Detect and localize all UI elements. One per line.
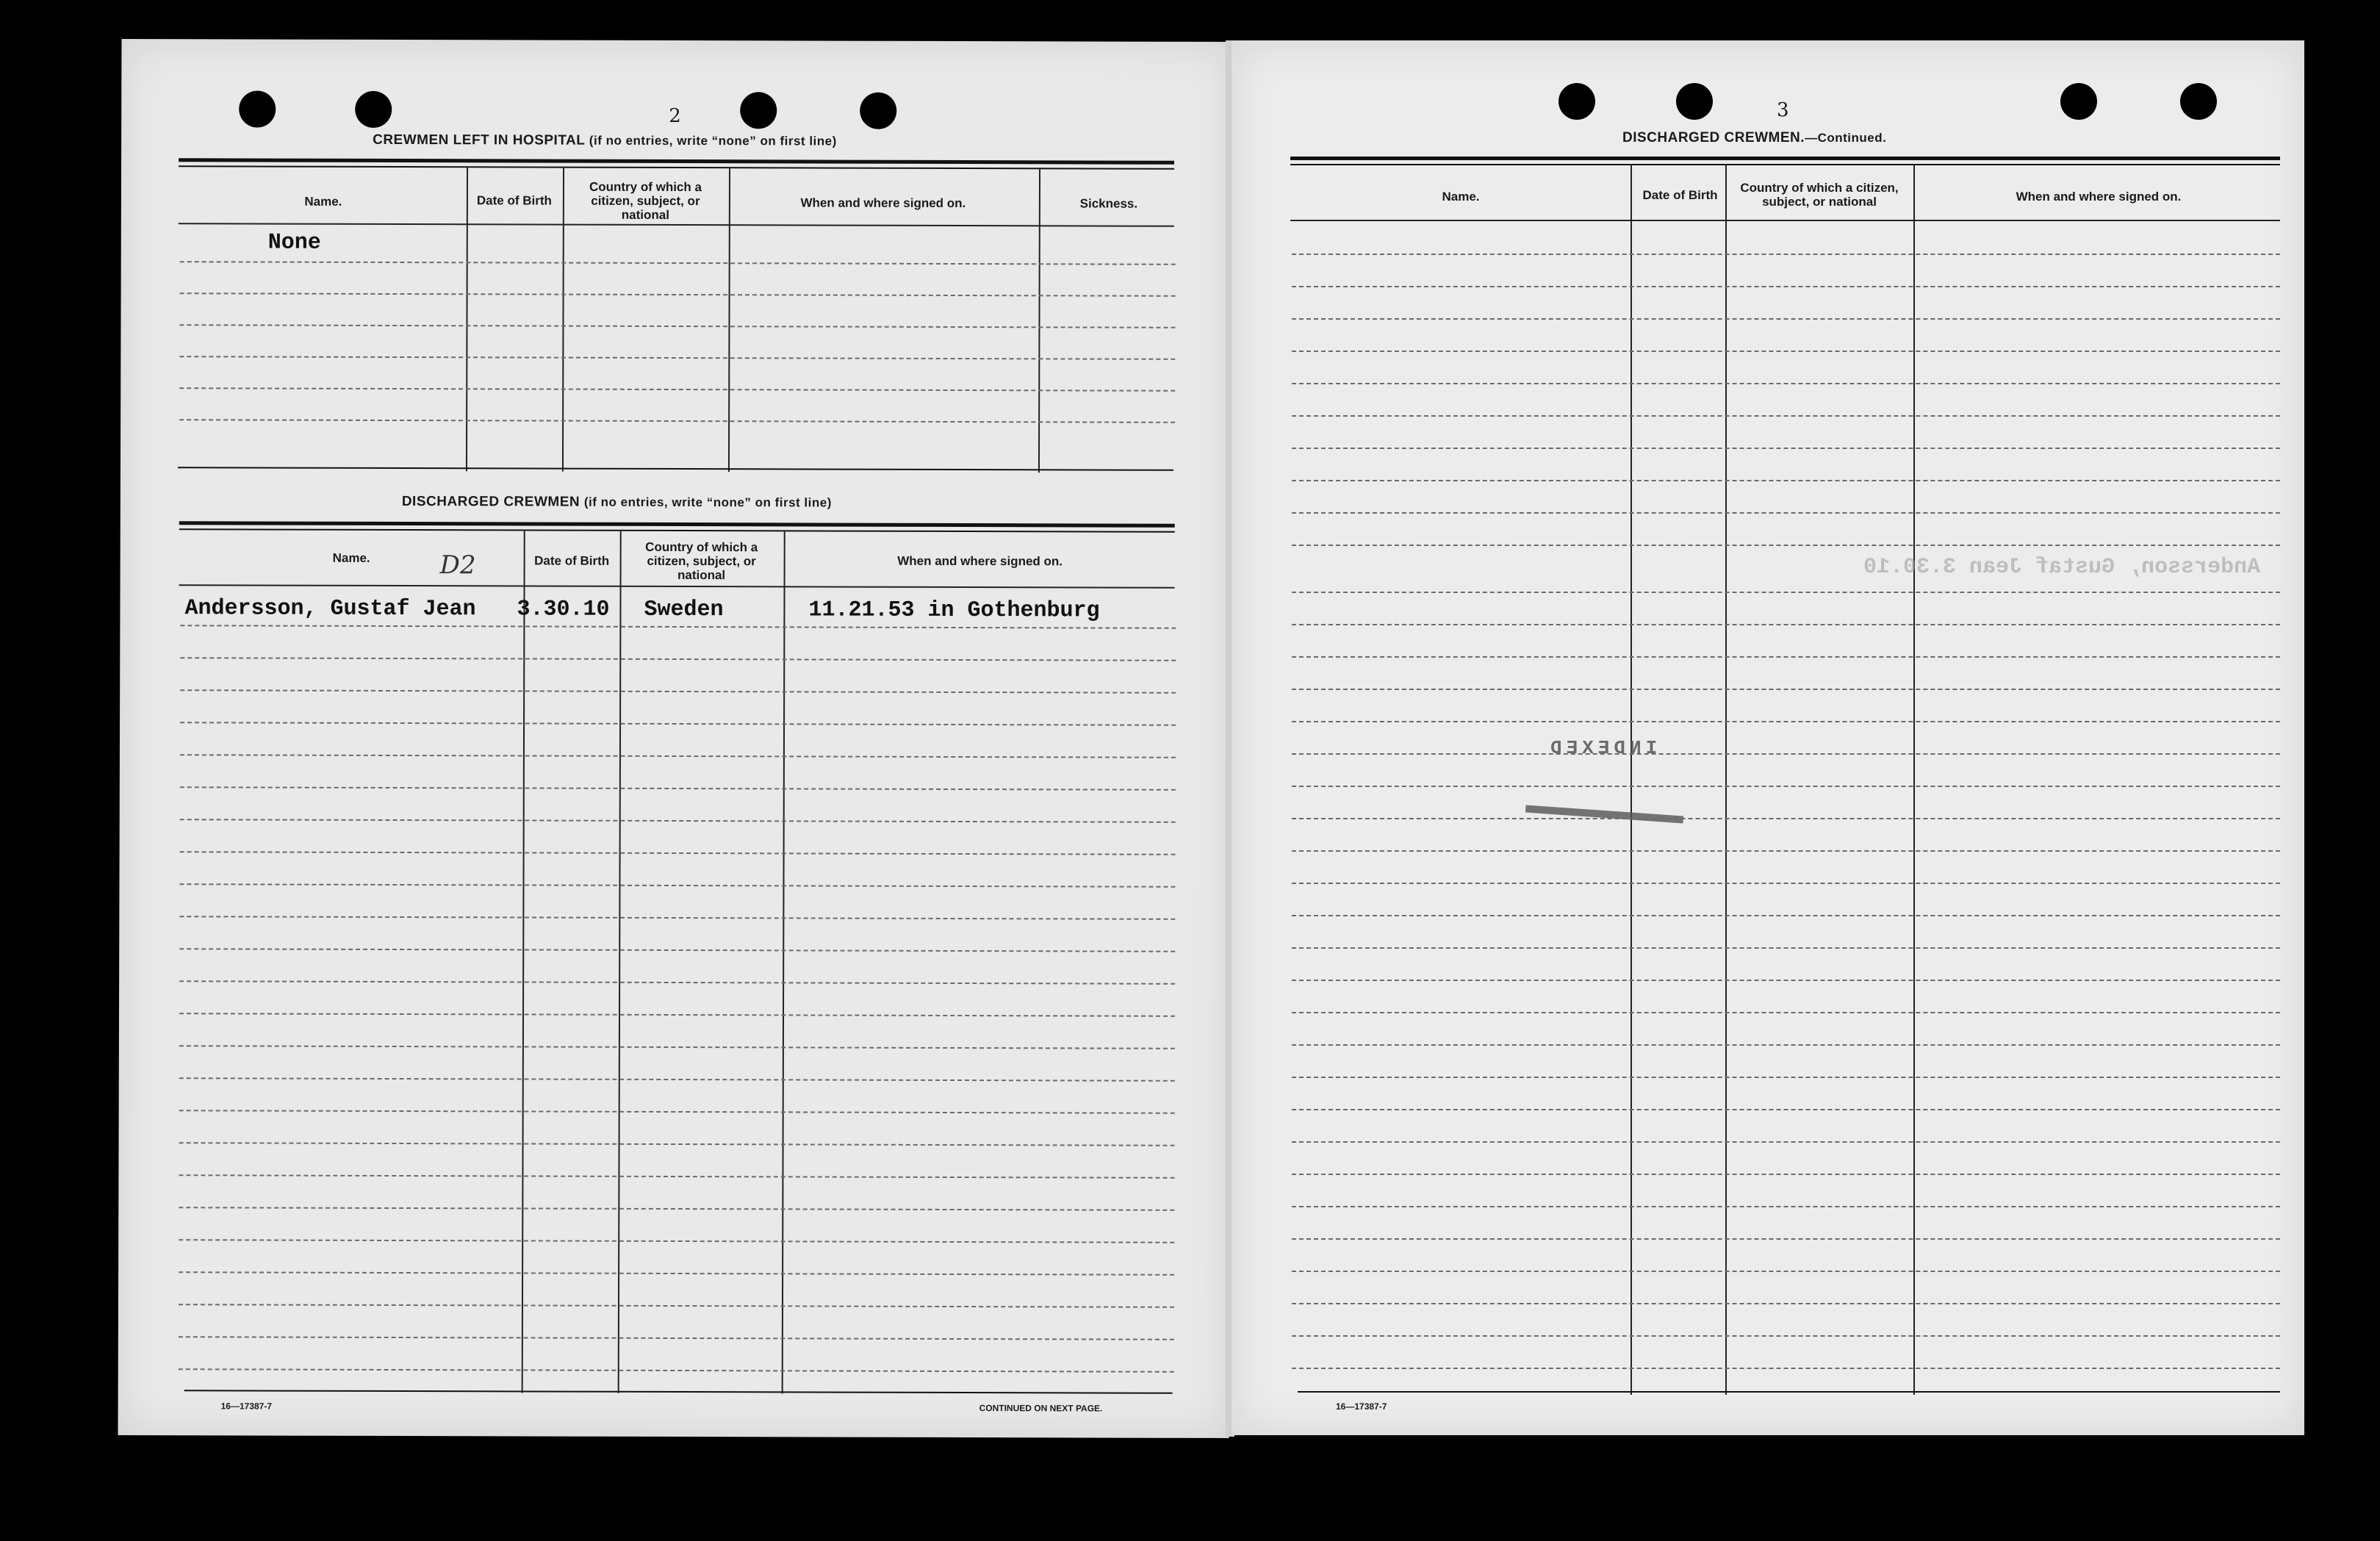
discharged-top-rule (179, 521, 1175, 528)
dotted-row (179, 1077, 1175, 1082)
right-header-rule (1290, 220, 2280, 221)
punch-hole (1676, 83, 1713, 120)
page-number: 2 (669, 104, 681, 128)
dotted-row (1292, 1141, 2280, 1143)
dotted-row (1292, 947, 2280, 949)
stamp-smear (1525, 805, 1683, 824)
dotted-row (1292, 915, 2280, 916)
margin-note: D2 (439, 550, 476, 581)
dotted-row (1292, 1335, 2280, 1337)
dotted-row (1292, 512, 2280, 514)
col-divider (1725, 164, 1727, 1395)
col-head-dob: Date of Birth (476, 193, 552, 208)
indexed-stamp: INDEXED (1546, 737, 1658, 759)
dotted-row (179, 1013, 1175, 1017)
dotted-row (1292, 818, 2280, 819)
right-page (1232, 40, 2304, 1435)
dotted-row (1292, 1206, 2280, 1207)
dotted-row (1292, 1303, 2280, 1304)
top-rule (179, 158, 1174, 165)
dotted-row (180, 657, 1176, 661)
col-head-signed: When and where signed on. (800, 195, 966, 210)
col-head-dob: Date of Birth (534, 553, 610, 568)
col-divider (1631, 164, 1632, 1395)
dotted-row (1292, 1368, 2280, 1369)
dotted-row (1292, 318, 2280, 320)
hospital-title-text: CREWMEN LEFT IN HOSPITAL (373, 132, 586, 148)
dotted-row (1292, 592, 2280, 593)
dotted-row (180, 689, 1176, 694)
page-number: 3 (1777, 99, 1789, 121)
dotted-row (180, 786, 1176, 791)
discharged-dotted-rows (121, 39, 1232, 42)
right-top-rule (1290, 157, 2280, 160)
dotted-row (1292, 850, 2280, 852)
dotted-row (179, 1142, 1175, 1146)
dotted-row (179, 1368, 1174, 1373)
col-divider (1038, 168, 1040, 473)
bleed-through-text: Andersson, Gustaf Jean 3.30.10 (1863, 555, 2261, 580)
col-head-name: Name. (304, 194, 342, 209)
col-divider (728, 167, 730, 472)
dotted-row (179, 1110, 1175, 1114)
continued-note: CONTINUED ON NEXT PAGE. (979, 1403, 1103, 1414)
dotted-row (1292, 545, 2280, 546)
punch-hole (239, 90, 276, 127)
col-head-dob: Date of Birth (1642, 187, 1718, 202)
punch-hole (2060, 83, 2097, 120)
dotted-row (1292, 753, 2280, 755)
dotted-row (179, 980, 1175, 985)
dotted-row (1292, 1012, 2280, 1013)
dotted-row (180, 851, 1176, 855)
right-section-title (1622, 130, 1886, 146)
dotted-row (179, 356, 1175, 360)
col-head-name: Name. (332, 550, 370, 565)
right-title-text: DISCHARGED CREWMEN. (1622, 130, 1805, 146)
dotted-row (1292, 383, 2280, 384)
col-head-signed: When and where signed on. (897, 553, 1063, 568)
crewman-name: Andersson, Gustaf Jean (184, 596, 476, 622)
hospital-bottom-rule (178, 467, 1173, 471)
col-divider (466, 166, 468, 471)
punch-hole (2180, 83, 2217, 120)
dotted-row (1292, 721, 2280, 722)
punch-hole (740, 92, 777, 129)
hospital-dotted-rows (121, 39, 1232, 42)
discharged-title-note: (if no entries, write “none” on first line) (583, 495, 832, 510)
dotted-row (1292, 415, 2280, 417)
crewman-dob: 3.30.10 (517, 597, 610, 622)
dotted-row (1292, 689, 2280, 690)
dotted-row (179, 916, 1175, 920)
dotted-row (1292, 286, 2280, 287)
dotted-row (180, 754, 1176, 758)
dotted-row (179, 883, 1175, 888)
discharged-bottom-rule (184, 1390, 1173, 1394)
hospital-title-note: (if no entries, write “none” on first line) (589, 133, 837, 148)
dotted-row (1292, 883, 2280, 884)
dotted-row (1292, 980, 2280, 981)
col-divider (562, 167, 564, 472)
dotted-row (180, 261, 1176, 265)
right-title-suffix: —Continued. (1805, 131, 1887, 145)
dotted-row (1292, 1109, 2280, 1110)
dotted-row (1292, 656, 2280, 658)
crewman-signed: 11.21.53 in Gothenburg (808, 597, 1100, 624)
dotted-row (179, 419, 1175, 423)
dotted-row (1292, 480, 2280, 481)
dotted-row (1292, 351, 2280, 352)
hospital-section-title (373, 132, 837, 150)
crewman-country: Sweden (644, 597, 724, 623)
top-rule-thin (179, 165, 1174, 170)
dotted-row (1292, 1044, 2280, 1046)
dotted-row (179, 1304, 1174, 1308)
col-divider (1913, 164, 1915, 1395)
dotted-row (179, 1271, 1174, 1276)
dotted-row (1292, 448, 2280, 449)
form-number: 16—17387-7 (1336, 1401, 1387, 1412)
right-bottom-rule (1298, 1391, 2280, 1393)
discharged-section-title (402, 494, 832, 511)
dotted-row (1292, 1271, 2280, 1272)
dotted-row (1292, 1077, 2280, 1078)
dotted-row (180, 625, 1176, 629)
dotted-row (180, 722, 1176, 726)
dotted-row (1292, 786, 2280, 787)
dotted-row (179, 1207, 1174, 1211)
punch-hole (1558, 83, 1595, 120)
dotted-row (180, 292, 1176, 297)
dotted-row (180, 819, 1176, 823)
dotted-row (179, 324, 1175, 328)
dotted-row (179, 1174, 1174, 1179)
dotted-row (179, 948, 1175, 952)
dotted-row (1292, 1238, 2280, 1240)
dotted-row (1292, 254, 2280, 255)
punch-hole (860, 93, 896, 129)
hospital-first-entry: None (267, 230, 321, 256)
col-head-country: Country of which a citizen, subject, or national (645, 539, 758, 582)
punch-hole (355, 91, 392, 128)
dotted-row (179, 387, 1175, 392)
col-head-sickness: Sickness. (1079, 195, 1138, 211)
left-page (118, 39, 1233, 1438)
dotted-row (1292, 1174, 2280, 1175)
dotted-row (179, 1045, 1175, 1049)
col-head-signed: When and where signed on. (2016, 189, 2182, 204)
dotted-row (179, 1336, 1174, 1340)
col-head-country: Country of which a citizen, subject, or national (1740, 181, 1899, 209)
col-head-country: Country of which a citizen, subject, or national (589, 179, 702, 222)
form-number: 16—17387-7 (220, 1401, 273, 1412)
col-head-name: Name. (1442, 189, 1480, 204)
dotted-row (1292, 624, 2280, 625)
dotted-row (179, 1239, 1174, 1243)
discharged-title-text: DISCHARGED CREWMEN (401, 494, 580, 510)
